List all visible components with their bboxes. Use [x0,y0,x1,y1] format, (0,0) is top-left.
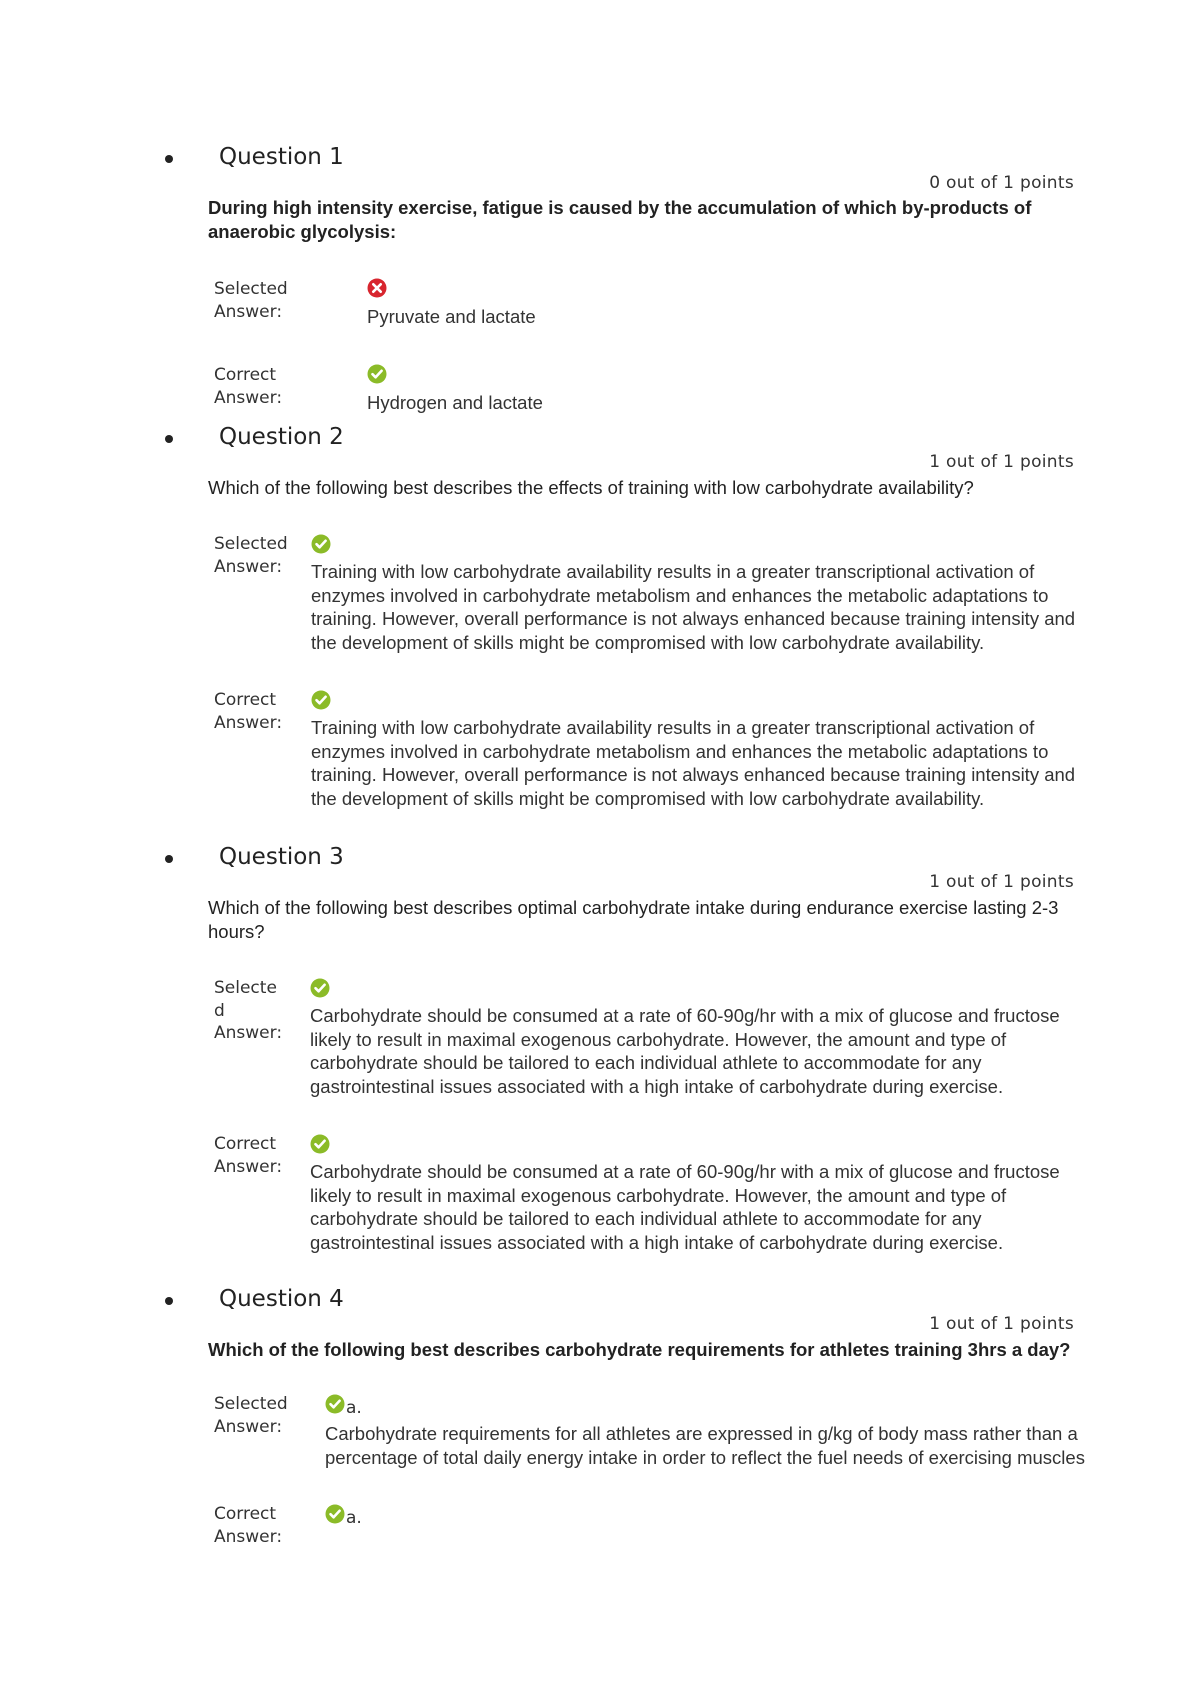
correct-answer-text: Training with low carbohydrate availability results in a greater transcriptional activation of enzymes involved in carbohydrate metabolism and enhances the metabolic adaptations to training. However, overall performance is not always enhanced because training intensity and the development of skills might be compromised with low carbohydrate availability. [311,717,1076,809]
correct-answer-label: Correct Answer: [214,1504,283,1547]
question-text: Which of the following best describes the effects of training with low carbohydrate availability? [208,477,974,498]
question-text: Which of the following best describes optimal carbohydrate intake during endurance exercise lasting 2-3 hours? [208,897,1059,942]
bullet [165,855,173,863]
selected-answer-label: Selected Answer: [214,534,288,577]
question-text: During high intensity exercise, fatigue is caused by the accumulation of which by-products of anaerobic glycolysis: [208,197,1032,242]
check-icon [325,1394,345,1414]
bullet [165,155,173,163]
points-score: 1 out of 1 points [929,1314,1074,1334]
selected-answer-text: Carbohydrate should be consumed at a rate of 60-90g/hr with a mix of glucose and fructose likely to result in maximal exogenous carbohydrate. However, the amount and type of carbohydrate should be tailored to each individual athlete to accommodate for any gastrointestinal issues associated with a high intake of carbohydrate during exercise. [310,1005,1060,1097]
question-title: Question 1 [219,144,344,170]
correct-option-letter: a. [346,1508,362,1528]
question-title: Question 3 [219,844,344,870]
selected-answer-text: Pyruvate and lactate [367,306,536,327]
check-icon [311,534,331,554]
check-icon [325,1504,345,1524]
selected-answer-label: Selected Answer: [214,279,288,322]
correct-answer-text: Carbohydrate should be consumed at a rate of 60-90g/hr with a mix of glucose and fructose likely to result in maximal exogenous carbohydrate. However, the amount and type of carbohydrate should be tailored to each individual athlete to accommodate for any gastrointestinal issues associated with a high intake of carbohydrate during exercise. [310,1161,1060,1253]
check-icon [311,690,331,710]
check-icon [367,364,387,384]
check-icon [310,978,330,998]
correct-answer-label: Correct Answer: [214,365,283,408]
correct-answer-text: Hydrogen and lactate [367,392,543,413]
points-score: 1 out of 1 points [929,452,1074,472]
selected-answer-label: Selecte d Answer: [214,978,283,1043]
correct-answer-label: Correct Answer: [214,1134,283,1177]
bullet [165,1297,173,1305]
question-title: Question 4 [219,1286,344,1312]
incorrect-x-icon [367,278,387,298]
correct-answer-label: Correct Answer: [214,690,283,733]
points-score: 1 out of 1 points [929,872,1074,892]
points-score: 0 out of 1 points [929,173,1074,193]
selected-answer-text: Carbohydrate requirements for all athletes are expressed in g/kg of body mass rather than a percentage of total daily energy intake in order to reflect the fuel needs of exercising muscles [325,1423,1085,1468]
question-title: Question 2 [219,424,344,450]
question-text: Which of the following best describes carbohydrate requirements for athletes training 3hrs a day? [208,1339,1071,1360]
selected-answer-text: Training with low carbohydrate availability results in a greater transcriptional activation of enzymes involved in carbohydrate metabolism and enhances the metabolic adaptations to training. However, overall performance is not always enhanced because training intensity and the development of skills might be compromised with low carbohydrate availability. [311,561,1076,653]
selected-option-letter: a. [346,1398,362,1418]
bullet [165,435,173,443]
check-icon [310,1134,330,1154]
selected-answer-label: Selected Answer: [214,1394,288,1437]
